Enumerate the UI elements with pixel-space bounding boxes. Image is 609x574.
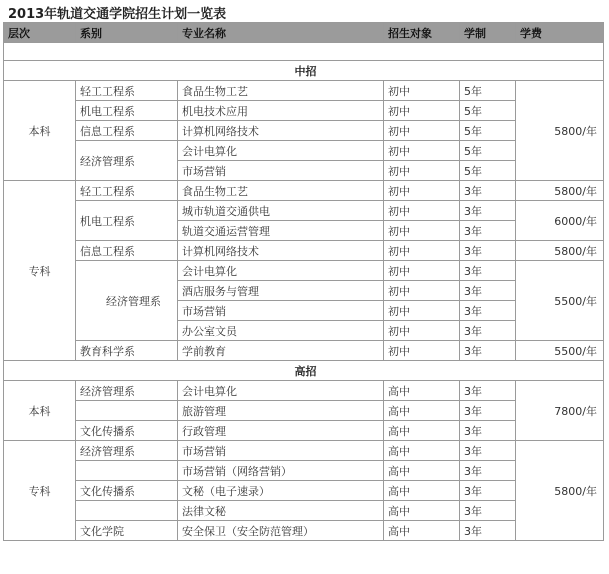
major-cell: 计算机网络技术 — [178, 121, 384, 141]
major-cell: 安全保卫（安全防范管理） — [178, 521, 384, 541]
dept-cell: 经济管理系 — [76, 141, 178, 181]
level-cell: 本科 — [4, 381, 76, 441]
fee-cell: 5800/年 — [516, 81, 604, 181]
dept-cell — [76, 401, 178, 421]
dept-cell: 经济管理系 — [76, 381, 178, 401]
major-cell: 食品生物工艺 — [178, 81, 384, 101]
header-row — [4, 23, 604, 43]
dept-cell: 机电工程系 — [76, 201, 178, 241]
section-gaozhao: 高招 — [4, 361, 604, 381]
table-row — [4, 501, 604, 521]
target-cell: 高中 — [384, 521, 460, 541]
level-cell: 专科 — [4, 441, 76, 541]
table-row — [4, 181, 604, 201]
section-row — [4, 361, 604, 381]
table-row — [4, 241, 604, 261]
table-row — [4, 461, 604, 481]
major-cell: 市场营销 — [178, 161, 384, 181]
table-row — [4, 101, 604, 121]
years-cell: 3年 — [460, 281, 516, 301]
fee-cell: 5800/年 — [516, 181, 604, 201]
major-cell: 法律文秘 — [178, 501, 384, 521]
years-cell: 3年 — [460, 301, 516, 321]
target-cell: 初中 — [384, 281, 460, 301]
dept-cell: 机电工程系 — [76, 101, 178, 121]
target-cell: 高中 — [384, 441, 460, 461]
header-years: 学制 — [460, 23, 516, 43]
table-row — [4, 521, 604, 541]
years-cell: 3年 — [460, 201, 516, 221]
section-row — [4, 61, 604, 81]
target-cell: 初中 — [384, 201, 460, 221]
years-cell: 3年 — [460, 241, 516, 261]
header-level: 层次 — [4, 23, 76, 43]
target-cell: 初中 — [384, 241, 460, 261]
target-cell: 高中 — [384, 401, 460, 421]
years-cell: 5年 — [460, 101, 516, 121]
years-cell: 3年 — [460, 381, 516, 401]
dept-cell: 经济管理系 — [76, 441, 178, 461]
years-cell: 3年 — [460, 321, 516, 341]
table-row — [4, 421, 604, 441]
target-cell: 初中 — [384, 341, 460, 361]
table-row — [4, 261, 604, 281]
dept-cell — [76, 461, 178, 481]
years-cell: 5年 — [460, 81, 516, 101]
fee-cell: 5800/年 — [516, 441, 604, 541]
years-cell: 3年 — [460, 481, 516, 501]
dept-cell: 轻工工程系 — [76, 81, 178, 101]
target-cell: 初中 — [384, 121, 460, 141]
years-cell: 5年 — [460, 121, 516, 141]
years-cell: 3年 — [460, 341, 516, 361]
years-cell: 3年 — [460, 181, 516, 201]
level-cell: 本科 — [4, 81, 76, 181]
target-cell: 初中 — [384, 181, 460, 201]
target-cell: 高中 — [384, 501, 460, 521]
major-cell: 市场营销 — [178, 441, 384, 461]
major-cell: 文秘（电子速录） — [178, 481, 384, 501]
years-cell: 3年 — [460, 521, 516, 541]
major-cell: 计算机网络技术 — [178, 241, 384, 261]
target-cell: 初中 — [384, 161, 460, 181]
dept-cell: 教育科学系 — [76, 341, 178, 361]
table-row — [4, 141, 604, 161]
dept-cell: 文化传播系 — [76, 421, 178, 441]
table-row — [4, 401, 604, 421]
major-cell: 会计电算化 — [178, 141, 384, 161]
target-cell: 高中 — [384, 421, 460, 441]
years-cell: 5年 — [460, 141, 516, 161]
major-cell: 学前教育 — [178, 341, 384, 361]
major-cell: 轨道交通运营管理 — [178, 221, 384, 241]
major-cell: 会计电算化 — [178, 381, 384, 401]
dept-cell: 文化学院 — [76, 521, 178, 541]
enrollment-table — [3, 22, 604, 541]
years-cell: 3年 — [460, 261, 516, 281]
blank-row — [4, 43, 604, 61]
major-cell: 办公室文员 — [178, 321, 384, 341]
years-cell: 3年 — [460, 441, 516, 461]
dept-cell: 轻工工程系 — [76, 181, 178, 201]
major-cell: 机电技术应用 — [178, 101, 384, 121]
fee-cell: 5800/年 — [516, 241, 604, 261]
header-major: 专业名称 — [178, 23, 384, 43]
major-cell: 城市轨道交通供电 — [178, 201, 384, 221]
table-row — [4, 201, 604, 221]
table-row — [4, 81, 604, 101]
dept-cell — [76, 501, 178, 521]
header-fee: 学费 — [516, 23, 604, 43]
target-cell: 初中 — [384, 141, 460, 161]
section-zhongzhao: 中招 — [4, 61, 604, 81]
major-cell: 市场营销 — [178, 301, 384, 321]
major-cell: 食品生物工艺 — [178, 181, 384, 201]
dept-cell: 信息工程系 — [76, 241, 178, 261]
fee-cell: 5500/年 — [516, 341, 604, 361]
table-row — [4, 441, 604, 461]
target-cell: 高中 — [384, 481, 460, 501]
major-cell: 旅游管理 — [178, 401, 384, 421]
target-cell: 初中 — [384, 261, 460, 281]
fee-cell: 5500/年 — [516, 261, 604, 341]
target-cell: 高中 — [384, 461, 460, 481]
major-cell: 酒店服务与管理 — [178, 281, 384, 301]
dept-cell: 文化传播系 — [76, 481, 178, 501]
fee-cell: 6000/年 — [516, 201, 604, 241]
years-cell: 5年 — [460, 161, 516, 181]
years-cell: 3年 — [460, 221, 516, 241]
major-cell: 行政管理 — [178, 421, 384, 441]
table-row — [4, 381, 604, 401]
target-cell: 初中 — [384, 101, 460, 121]
table-title: 2013年轨道交通学院招生计划一览表 — [8, 7, 227, 22]
major-cell: 市场营销（网络营销） — [178, 461, 384, 481]
header-target: 招生对象 — [384, 23, 460, 43]
major-cell: 会计电算化 — [178, 261, 384, 281]
years-cell: 3年 — [460, 501, 516, 521]
years-cell: 3年 — [460, 421, 516, 441]
level-cell: 专科 — [4, 181, 76, 361]
header-dept: 系别 — [76, 23, 178, 43]
target-cell: 高中 — [384, 381, 460, 401]
table-row — [4, 121, 604, 141]
table-row — [4, 481, 604, 501]
fee-cell: 7800/年 — [516, 381, 604, 441]
target-cell: 初中 — [384, 81, 460, 101]
years-cell: 3年 — [460, 461, 516, 481]
table-row — [4, 341, 604, 361]
dept-cell: 信息工程系 — [76, 121, 178, 141]
target-cell: 初中 — [384, 301, 460, 321]
dept-cell: 经济管理系 — [76, 261, 178, 341]
target-cell: 初中 — [384, 221, 460, 241]
target-cell: 初中 — [384, 321, 460, 341]
years-cell: 3年 — [460, 401, 516, 421]
